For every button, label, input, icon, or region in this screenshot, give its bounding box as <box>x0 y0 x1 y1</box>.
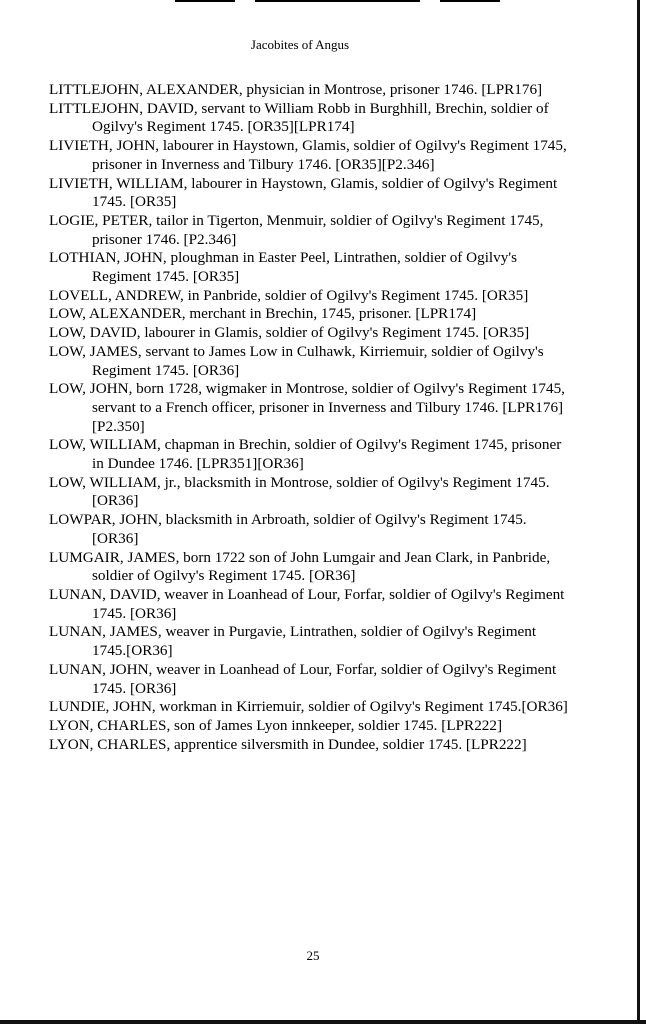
page-edge-bottom <box>0 1020 646 1024</box>
list-item: LOW, ALEXANDER, merchant in Brechin, 1745, prisoner. [LPR174] <box>49 305 477 323</box>
list-item: LOTHIAN, JOHN, ploughman in Easter Peel, Lintrathen, soldier of Ogilvy's Regiment 1745. [OR35] <box>49 249 517 286</box>
list-item: LOW, JOHN, born 1728, wigmaker in Montrose, soldier of Ogilvy's Regiment 1745, servant to a French officer, prisoner in Inverness and Tilbury 1746. [LPR176][P2.350] <box>49 380 565 435</box>
list-item: LITTLEJOHN, DAVID, servant to William Robb in Burghhill, Brechin, soldier of Ogilvy's Regiment 1745. [OR35][LPR174] <box>49 99 549 136</box>
list-item: LOGIE, PETER, tailor in Tigerton, Menmuir, soldier of Ogilvy's Regiment 1745, prisoner 1746. [P2.346] <box>49 211 544 248</box>
list-item: LUNAN, DAVID, weaver in Loanhead of Lour, Forfar, soldier of Ogilvy's Regiment 1745. [OR36] <box>49 585 565 622</box>
list-item: LITTLEJOHN, ALEXANDER, physician in Montrose, prisoner 1746. [LPR176] <box>49 81 543 98</box>
list-item: LOWPAR, JOHN, blacksmith in Arbroath, soldier of Ogilvy's Regiment 1745. [OR36] <box>49 511 527 547</box>
running-header: Jacobites of Angus <box>250 37 350 52</box>
list-item: LUMGAIR, JAMES, born 1722 son of John Lumgair and Jean Clark, in Panbride, soldier of Ogilvy's Regiment 1745. [OR36] <box>49 548 551 585</box>
list-item: LUNAN, JAMES, weaver in Purgavie, Lintrathen, soldier of Ogilvy's Regiment 1745.[OR36] <box>49 623 537 660</box>
list-item: LOW, WILLIAM, chapman in Brechin, soldier of Ogilvy's Regiment 1745, prisoner in Dundee 1746. [LPR351][OR36] <box>49 436 562 473</box>
entry-list <box>49 81 569 754</box>
list-item: LYON, CHARLES, apprentice silversmith in Dundee, soldier 1745. [LPR222] <box>49 735 527 753</box>
list-item: LOW, WILLIAM, jr., blacksmith in Montrose, soldier of Ogilvy's Regiment 1745.[OR36] <box>49 473 550 510</box>
list-item: LIVIETH, JOHN, labourer in Haystown, Glamis, soldier of Ogilvy's Regiment 1745, prisoner in Inverness and Tilbury 1746. [OR35][P2.346] <box>49 137 567 173</box>
list-item: LOW, DAVID, labourer in Glamis, soldier of Ogilvy's Regiment 1745. [OR35] <box>49 324 530 342</box>
list-item: LOVELL, ANDREW, in Panbride, soldier of Ogilvy's Regiment 1745. [OR35] <box>49 286 529 304</box>
page-number: 25 <box>306 948 320 963</box>
top-rule-middle <box>255 0 420 2</box>
list-item: LOW, JAMES, servant to James Low in Culhawk, Kirriemuir, soldier of Ogilvy's Regiment 1745. [OR36] <box>49 342 544 379</box>
list-item: LYON, CHARLES, son of James Lyon innkeeper, soldier 1745. [LPR222] <box>49 716 503 734</box>
list-item: LUNAN, JOHN, weaver in Loanhead of Lour, Forfar, soldier of Ogilvy's Regiment 1745. [OR36] <box>49 660 557 697</box>
list-item: LUNDIE, JOHN, workman in Kirriemuir, soldier of Ogilvy's Regiment 1745.[OR36] <box>49 698 568 716</box>
top-rule-left <box>175 0 235 2</box>
page-edge-right <box>637 0 640 1024</box>
top-rule-right <box>440 0 500 2</box>
list-item: LIVIETH, WILLIAM, labourer in Haystown, Glamis, soldier of Ogilvy's Regiment 1745. [OR35] <box>49 174 558 211</box>
